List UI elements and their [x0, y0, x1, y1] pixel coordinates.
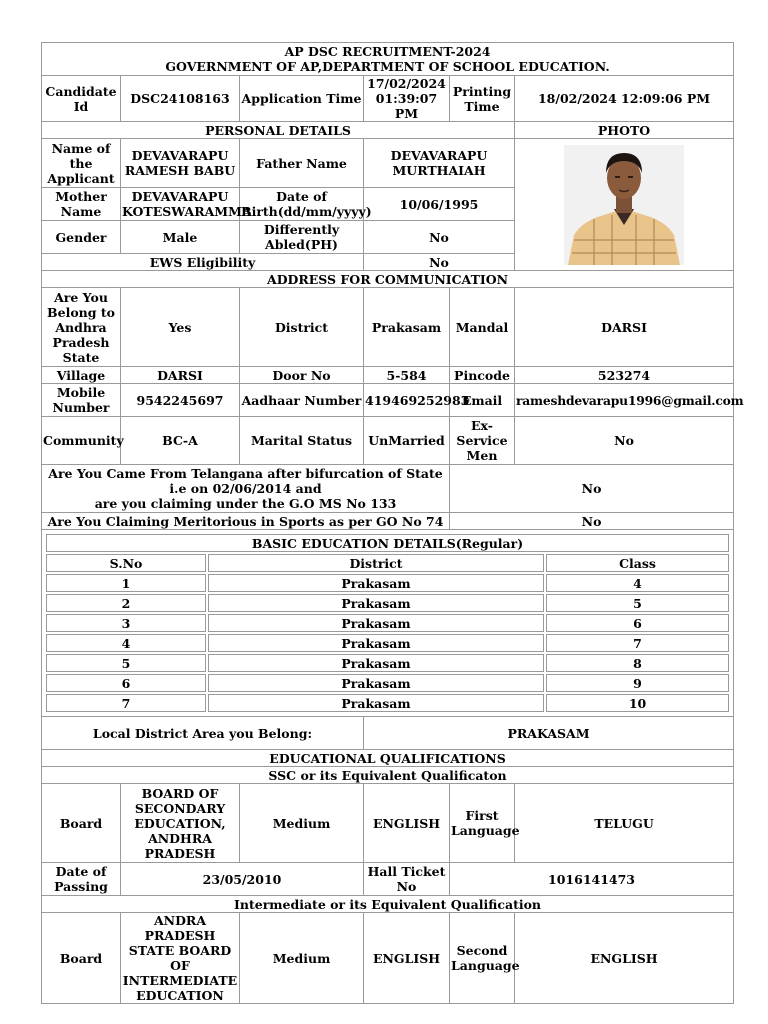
photo-heading: PHOTO	[515, 122, 734, 139]
row-sno: 6	[46, 674, 206, 692]
row-class: 7	[546, 634, 729, 652]
marital-value: UnMarried	[364, 417, 450, 465]
applicant-photo-image	[564, 145, 684, 265]
application-time-value: 01:39:07 PM	[375, 91, 438, 121]
ph-value: No	[364, 221, 515, 254]
aadhaar-value: 419469252983	[364, 384, 450, 417]
basic-education-table	[44, 532, 731, 714]
row-district: Prakasam	[208, 694, 544, 712]
mobile-label: Mobile Number	[42, 384, 121, 417]
ews-value: No	[364, 254, 515, 271]
row-district: Prakasam	[208, 654, 544, 672]
sports-question: Are You Claiming Meritorious in Sports as per GO No 74	[42, 513, 450, 530]
mother-name-line-2: KOTESWARAMMA	[122, 204, 252, 219]
table-row	[46, 574, 729, 592]
local-district-value: PRAKASAM	[364, 717, 734, 750]
inter-medium-label: Medium	[240, 913, 364, 1004]
ews-label: EWS Eligibility	[42, 254, 364, 271]
sports-value: No	[450, 513, 734, 530]
application-time	[364, 76, 450, 122]
col-header-class: Class	[546, 554, 729, 572]
title-line-2: GOVERNMENT OF AP,DEPARTMENT OF SCHOOL EDUCATION.	[165, 59, 610, 74]
district-label: District	[240, 288, 364, 367]
table-row	[46, 654, 729, 672]
father-name-line-1: DEVAVARAPU	[390, 148, 488, 163]
aadhaar-label: Aadhaar Number	[240, 384, 364, 417]
marital-label: Marital Status	[240, 417, 364, 465]
dob-value: 10/06/1995	[364, 188, 515, 221]
ap-state-label: Are You Belong to Andhra Pradesh State	[42, 288, 121, 367]
ssc-heading: SSC or its Equivalent Qualificaton	[42, 767, 734, 784]
father-name-label: Father Name	[240, 139, 364, 188]
row-sno: 1	[46, 574, 206, 592]
application-form	[41, 42, 744, 1004]
ssc-language-label: First Language	[450, 784, 515, 863]
application-date-value: 17/02/2024	[367, 76, 446, 91]
father-name-line-2: MURTHAIAH	[392, 163, 486, 178]
ssc-board-label: Board	[42, 784, 121, 863]
mandal-value: DARSI	[515, 288, 734, 367]
printing-time: 18/02/2024 12:09:06 PM	[515, 76, 734, 122]
village-label: Village	[42, 367, 121, 384]
candidate-id: DSC24108163	[121, 76, 240, 122]
col-header-district: District	[208, 554, 544, 572]
applicant-name	[121, 139, 240, 188]
mother-name	[121, 188, 252, 221]
exservice-value: No	[515, 417, 734, 465]
row-district: Prakasam	[208, 574, 544, 592]
telangana-question-line-2: are you claiming under the G.O MS No 133	[94, 496, 397, 511]
form-table	[41, 42, 744, 1004]
row-district: Prakasam	[208, 614, 544, 632]
printing-time-label: Printing Time	[450, 76, 515, 122]
row-sno: 3	[46, 614, 206, 632]
telangana-question	[42, 465, 450, 513]
applicant-name-line-1: DEVAVARAPU	[131, 148, 229, 163]
basic-education-header	[46, 554, 729, 572]
photo-cell	[515, 139, 734, 271]
row-class: 9	[546, 674, 729, 692]
telangana-value: No	[450, 465, 734, 513]
ssc-hall-ticket-value: 1016141473	[450, 863, 734, 896]
table-row	[46, 594, 729, 612]
row-class: 10	[546, 694, 729, 712]
qualifications-heading: EDUCATIONAL QUALIFICATIONS	[42, 750, 734, 767]
pincode-value: 523274	[515, 367, 734, 384]
father-name	[364, 139, 515, 188]
row-class: 5	[546, 594, 729, 612]
ssc-medium-label: Medium	[240, 784, 364, 863]
community-value: BC-A	[121, 417, 240, 465]
intermediate-heading: Intermediate or its Equivalent Qualification	[42, 896, 734, 913]
mobile-value: 9542245697	[121, 384, 240, 417]
ap-state-value: Yes	[121, 288, 240, 367]
row-class: 6	[546, 614, 729, 632]
inter-medium-value: ENGLISH	[364, 913, 450, 1004]
applicant-photo	[564, 145, 684, 265]
row-district: Prakasam	[208, 594, 544, 612]
mandal-label: Mandal	[450, 288, 515, 367]
name-label: Name of the Applicant	[42, 139, 121, 188]
ssc-board-value: BOARD OF SECONDARY EDUCATION, ANDHRA PRADESH	[121, 784, 240, 863]
row-district: Prakasam	[208, 634, 544, 652]
basic-education-section	[42, 530, 734, 717]
basic-education-title: BASIC EDUCATION DETAILS(Regular)	[46, 534, 729, 552]
dob-label	[240, 188, 372, 221]
district-value: Prakasam	[364, 288, 450, 367]
village-value: DARSI	[121, 367, 240, 384]
row-sno: 7	[46, 694, 206, 712]
form-title	[42, 43, 734, 76]
exservice-label: Ex-Service Men	[450, 417, 515, 465]
door-label: Door No	[240, 367, 364, 384]
ssc-language-value: TELUGU	[515, 784, 734, 863]
applicant-name-line-2: RAMESH BABU	[124, 163, 236, 178]
col-header-sno: S.No	[46, 554, 206, 572]
door-value: 5-584	[364, 367, 450, 384]
local-district-label: Local District Area you Belong:	[42, 717, 364, 750]
ssc-date-value: 23/05/2010	[121, 863, 364, 896]
row-class: 4	[546, 574, 729, 592]
community-label: Community	[42, 417, 121, 465]
title-line-1: AP DSC RECRUITMENT-2024	[284, 44, 491, 59]
mother-name-label: Mother Name	[42, 188, 121, 221]
pincode-label: Pincode	[450, 367, 515, 384]
inter-board-value: ANDRA PRADESH STATE BOARD OF INTERMEDIATE EDUCATION	[121, 913, 240, 1004]
application-time-label: Application Time	[240, 76, 364, 122]
dob-label-line-2: Birth(dd/mm/yyyy)	[241, 204, 372, 219]
ph-label: Differently Abled(PH)	[240, 221, 364, 254]
row-district: Prakasam	[208, 674, 544, 692]
gender-value: Male	[121, 221, 240, 254]
ssc-hall-ticket-label: Hall Ticket No	[364, 863, 450, 896]
email-label: Email	[450, 384, 515, 417]
inter-language-label: Second Language	[450, 913, 515, 1004]
address-heading: ADDRESS FOR COMMUNICATION	[42, 271, 734, 288]
table-row	[46, 674, 729, 692]
ssc-medium-value: ENGLISH	[364, 784, 450, 863]
email-value: rameshdevarapu1996@gmail.com	[515, 384, 734, 417]
table-row	[46, 694, 729, 712]
candidate-id-label: Candidate Id	[42, 76, 121, 122]
inter-board-label: Board	[42, 913, 121, 1004]
row-sno: 4	[46, 634, 206, 652]
row-sno: 2	[46, 594, 206, 612]
inter-language-value: ENGLISH	[515, 913, 734, 1004]
gender-label: Gender	[42, 221, 121, 254]
telangana-question-line-1: Are You Came From Telangana after bifurcation of State i.e on 02/06/2014 and	[48, 466, 443, 496]
ssc-date-label: Date of Passing	[42, 863, 121, 896]
personal-details-heading: PERSONAL DETAILS	[42, 122, 515, 139]
table-row	[46, 614, 729, 632]
row-sno: 5	[46, 654, 206, 672]
row-class: 8	[546, 654, 729, 672]
dob-label-line-1: Date of	[276, 189, 327, 204]
table-row	[46, 634, 729, 652]
mother-name-line-1: DEVAVARAPU	[131, 189, 229, 204]
